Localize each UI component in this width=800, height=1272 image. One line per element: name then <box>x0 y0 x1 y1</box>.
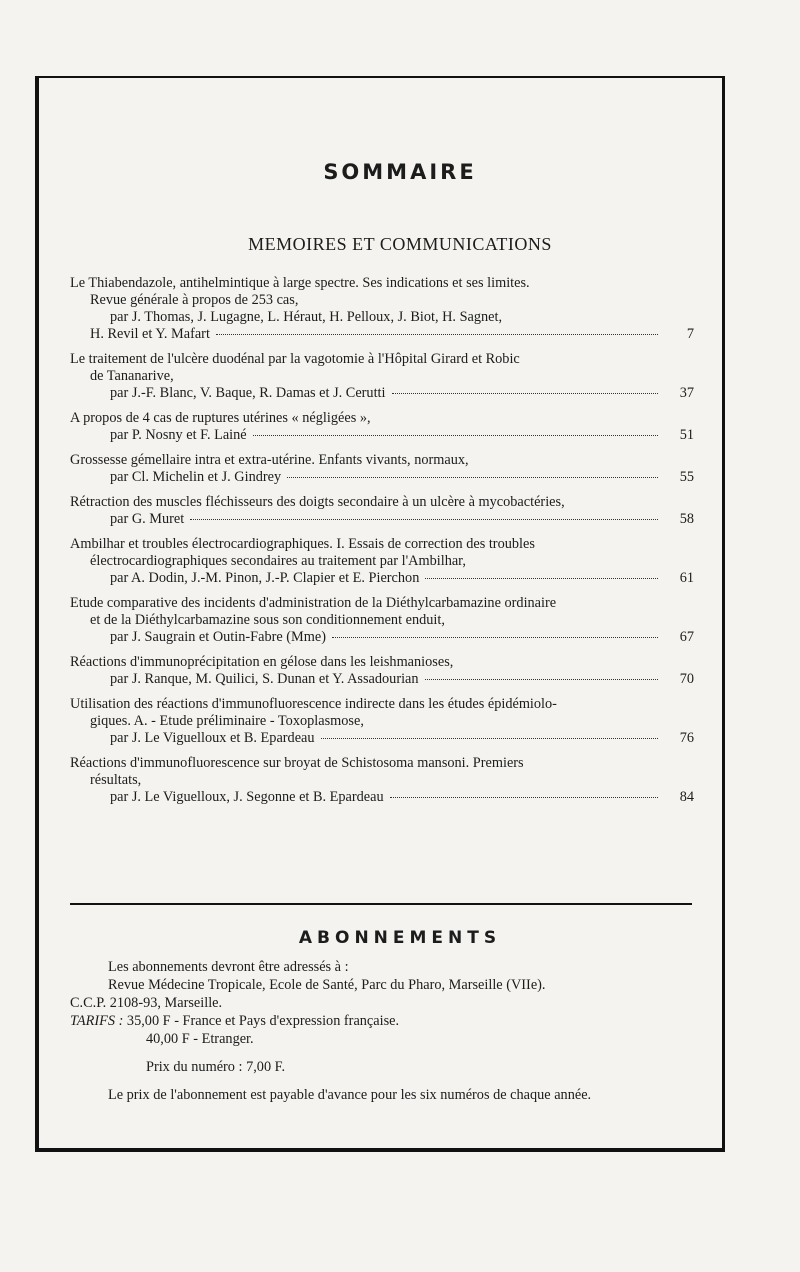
toc-entry <box>70 536 694 587</box>
toc-entry <box>70 595 694 646</box>
entry-title-line: Le traitement de l'ulcère duodénal par la vagotomie à l'Hôpital Girard et Robic <box>70 351 520 367</box>
entry-authors: par J.-F. Blanc, V. Baque, R. Damas et J. Cerutti <box>110 385 386 401</box>
entry-title-line: Ambilhar et troubles électrocardiographiques. I. Essais de correction des troubles <box>70 536 535 552</box>
entry-page-number: 61 <box>679 570 694 586</box>
entry-title-line: de Tananarive, <box>90 368 174 384</box>
entry-authors: par P. Nosny et F. Lainé <box>110 427 247 443</box>
entry-title-line: Le Thiabendazole, antihelmintique à large spectre. Ses indications et ses limites. <box>70 275 530 291</box>
leader-dots <box>390 797 658 798</box>
entry-page-number: 76 <box>679 730 694 746</box>
entry-page-number: 37 <box>679 385 694 401</box>
entry-authors: par J. Thomas, J. Lugagne, L. Héraut, H. Pelloux, J. Biot, H. Sagnet, <box>110 309 503 325</box>
abonnements-address: Revue Médecine Tropicale, Ecole de Santé, Parc du Pharo, Marseille (VIIe). <box>108 977 546 993</box>
leader-dots <box>190 519 658 520</box>
toc-entry <box>70 275 694 343</box>
entry-title-line: A propos de 4 cas de ruptures utérines « négligées », <box>70 410 371 426</box>
entry-page-number: 67 <box>679 629 694 645</box>
leader-dots <box>392 393 659 394</box>
page-title: SOMMAIRE <box>323 160 477 184</box>
leader-dots <box>253 435 658 436</box>
entry-page-number: 58 <box>679 511 694 527</box>
toc-entry <box>70 696 694 747</box>
entry-title-line: Réactions d'immunofluorescence sur broyat de Schistosoma mansoni. Premiers <box>70 755 524 771</box>
entry-authors: par G. Muret <box>110 511 185 527</box>
abonnements-line: Les abonnements devront être adressés à : <box>108 959 349 975</box>
entry-page-number: 51 <box>679 427 694 443</box>
entry-title-line: résultats, <box>90 772 142 788</box>
entry-title-line: Revue générale à propos de 253 cas, <box>90 292 299 308</box>
section-divider <box>70 903 692 905</box>
leader-dots <box>332 637 658 638</box>
leader-dots <box>425 578 658 579</box>
toc-entry <box>70 755 694 806</box>
tarifs-label: TARIFS : <box>70 1013 124 1029</box>
leader-dots <box>216 334 658 335</box>
entry-title-line: Réactions d'immunoprécipitation en gélose dans les leishmanioses, <box>70 654 454 670</box>
entry-authors: par J. Le Viguelloux, J. Segonne et B. Epardeau <box>110 789 384 805</box>
toc-entry <box>70 452 694 486</box>
tarif-etranger: 40,00 F - Etranger. <box>146 1031 254 1047</box>
toc-entry <box>70 494 694 528</box>
entry-title-line: giques. A. - Etude préliminaire - Toxoplasmose, <box>90 713 364 729</box>
tarif-france: 35,00 F - France et Pays d'expression française. <box>126 1013 400 1029</box>
leader-dots <box>287 477 658 478</box>
toc-entry <box>70 410 694 444</box>
entry-page-number: 84 <box>679 789 694 805</box>
toc-entry <box>70 654 694 688</box>
abonnements-block <box>70 958 694 1104</box>
entry-authors: H. Revil et Y. Mafart <box>90 326 210 342</box>
entry-title-line: Rétraction des muscles fléchisseurs des doigts secondaire à un ulcère à mycobactéries, <box>70 494 565 510</box>
abonnements-heading: ABONNEMENTS <box>298 928 502 948</box>
entry-title-line: électrocardiographiques secondaires au traitement par l'Ambilhar, <box>90 553 466 569</box>
entry-title-line: Grossesse gémellaire intra et extra-utérine. Enfants vivants, normaux, <box>70 452 469 468</box>
abonnements-ccp: C.C.P. 2108-93, Marseille. <box>70 995 223 1011</box>
entry-page-number: 55 <box>679 469 694 485</box>
abonnements-payment-note: Le prix de l'abonnement est payable d'avance pour les six numéros de chaque année. <box>108 1087 592 1103</box>
prix-numero: Prix du numéro : 7,00 F. <box>146 1059 286 1075</box>
toc-entry <box>70 351 694 402</box>
entry-authors: par J. Saugrain et Outin-Fabre (Mme) <box>110 629 326 645</box>
entry-page-number: 70 <box>679 671 694 687</box>
entry-title-line: Utilisation des réactions d'immunofluorescence indirecte dans les études épidémiolo- <box>70 696 557 712</box>
entry-authors: par Cl. Michelin et J. Gindrey <box>110 469 282 485</box>
leader-dots <box>321 738 658 739</box>
leader-dots <box>425 679 658 680</box>
entry-title-line: et de la Diéthylcarbamazine sous son conditionnement enduit, <box>90 612 445 628</box>
entry-title-line: Etude comparative des incidents d'administration de la Diéthylcarbamazine ordinaire <box>70 595 557 611</box>
entry-authors: par J. Ranque, M. Quilici, S. Dunan et Y. Assadourian <box>110 671 419 687</box>
entry-authors: par A. Dodin, J.-M. Pinon, J.-P. Clapier et E. Pierchon <box>110 570 420 586</box>
entry-page-number: 7 <box>686 326 694 342</box>
section-heading: MEMOIRES ET COMMUNICATIONS <box>248 234 552 254</box>
entry-authors: par J. Le Viguelloux et B. Epardeau <box>110 730 315 746</box>
table-of-contents <box>70 275 694 814</box>
